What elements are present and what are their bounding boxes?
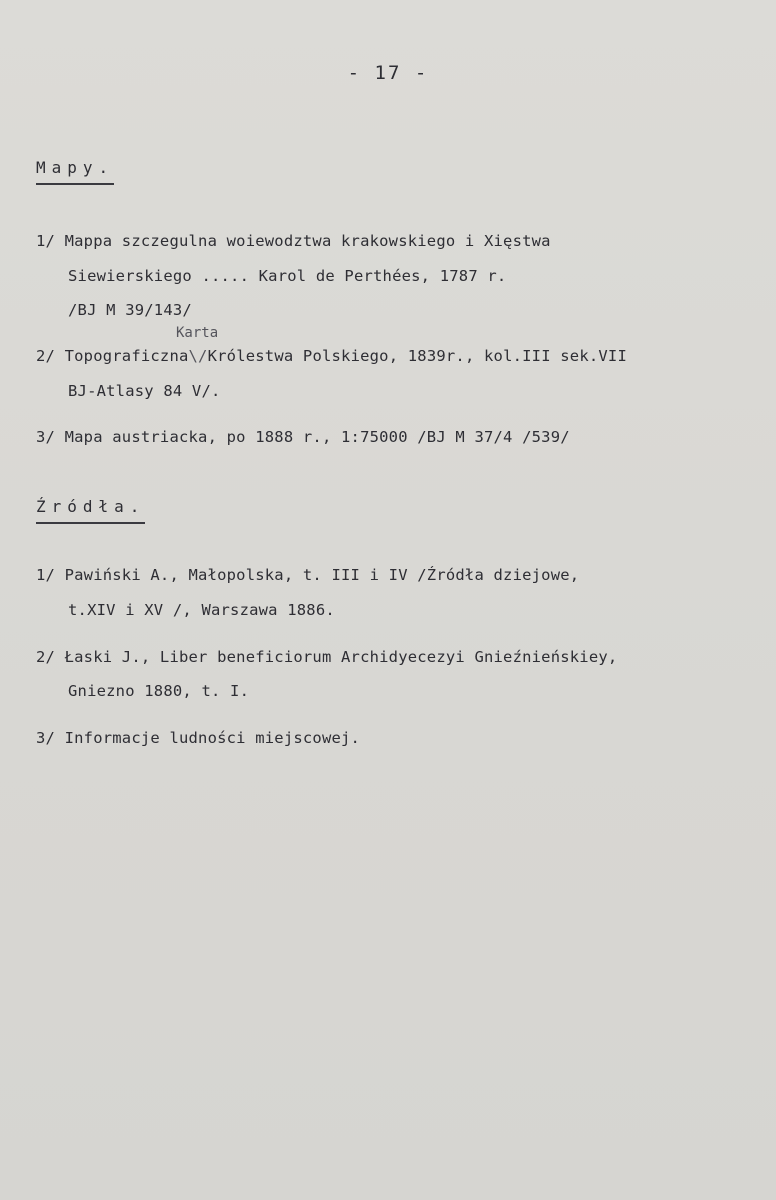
page-number: - 17 - [347,62,429,84]
sources-entry-2-line-1: 2/ Łaski J., Liber beneficiorum Archidyecezyi Gnieźnieńskiey, [36,648,618,666]
maps-entry-2-line-1 [36,347,627,365]
maps-entry-1-line-1: 1/ Mappa szczegulna woiewodztwa krakowskiego i Xięstwa [36,232,551,250]
maps-entry-3-line-1: 3/ Mapa austriacka, po 1888 r., 1:75000 /BJ M 37/4 /539/ [36,428,570,446]
sources-entry-2-line-2: Gniezno 1880, t. I. [68,682,250,700]
section-heading-maps: Mapy. [36,158,114,185]
maps-entry-2-line-1-after: Królestwa Polskiego, 1839r., kol.III sek.VII [207,347,627,365]
insertion-caret: \/ [188,347,208,365]
maps-entry-2-line-2: BJ-Atlasy 84 V/. [68,382,221,400]
maps-entry-1-line-3: /BJ M 39/143/ [68,301,192,319]
maps-entry-1-line-2: Siewierskiego ..... Karol de Perthées, 1787 r. [68,267,507,285]
maps-entry-2-line-1-before: 2/ Topograficzna [36,347,189,365]
sources-entry-1-line-2: t.XIV i XV /, Warszawa 1886. [68,601,335,619]
section-heading-sources: Źródła. [36,497,145,524]
handwritten-insertion: Karta [176,325,219,341]
sources-entry-3-line-1: 3/ Informacje ludności miejscowej. [36,729,361,747]
sources-entry-1-line-1: 1/ Pawiński A., Małopolska, t. III i IV /Źródła dziejowe, [36,566,580,584]
